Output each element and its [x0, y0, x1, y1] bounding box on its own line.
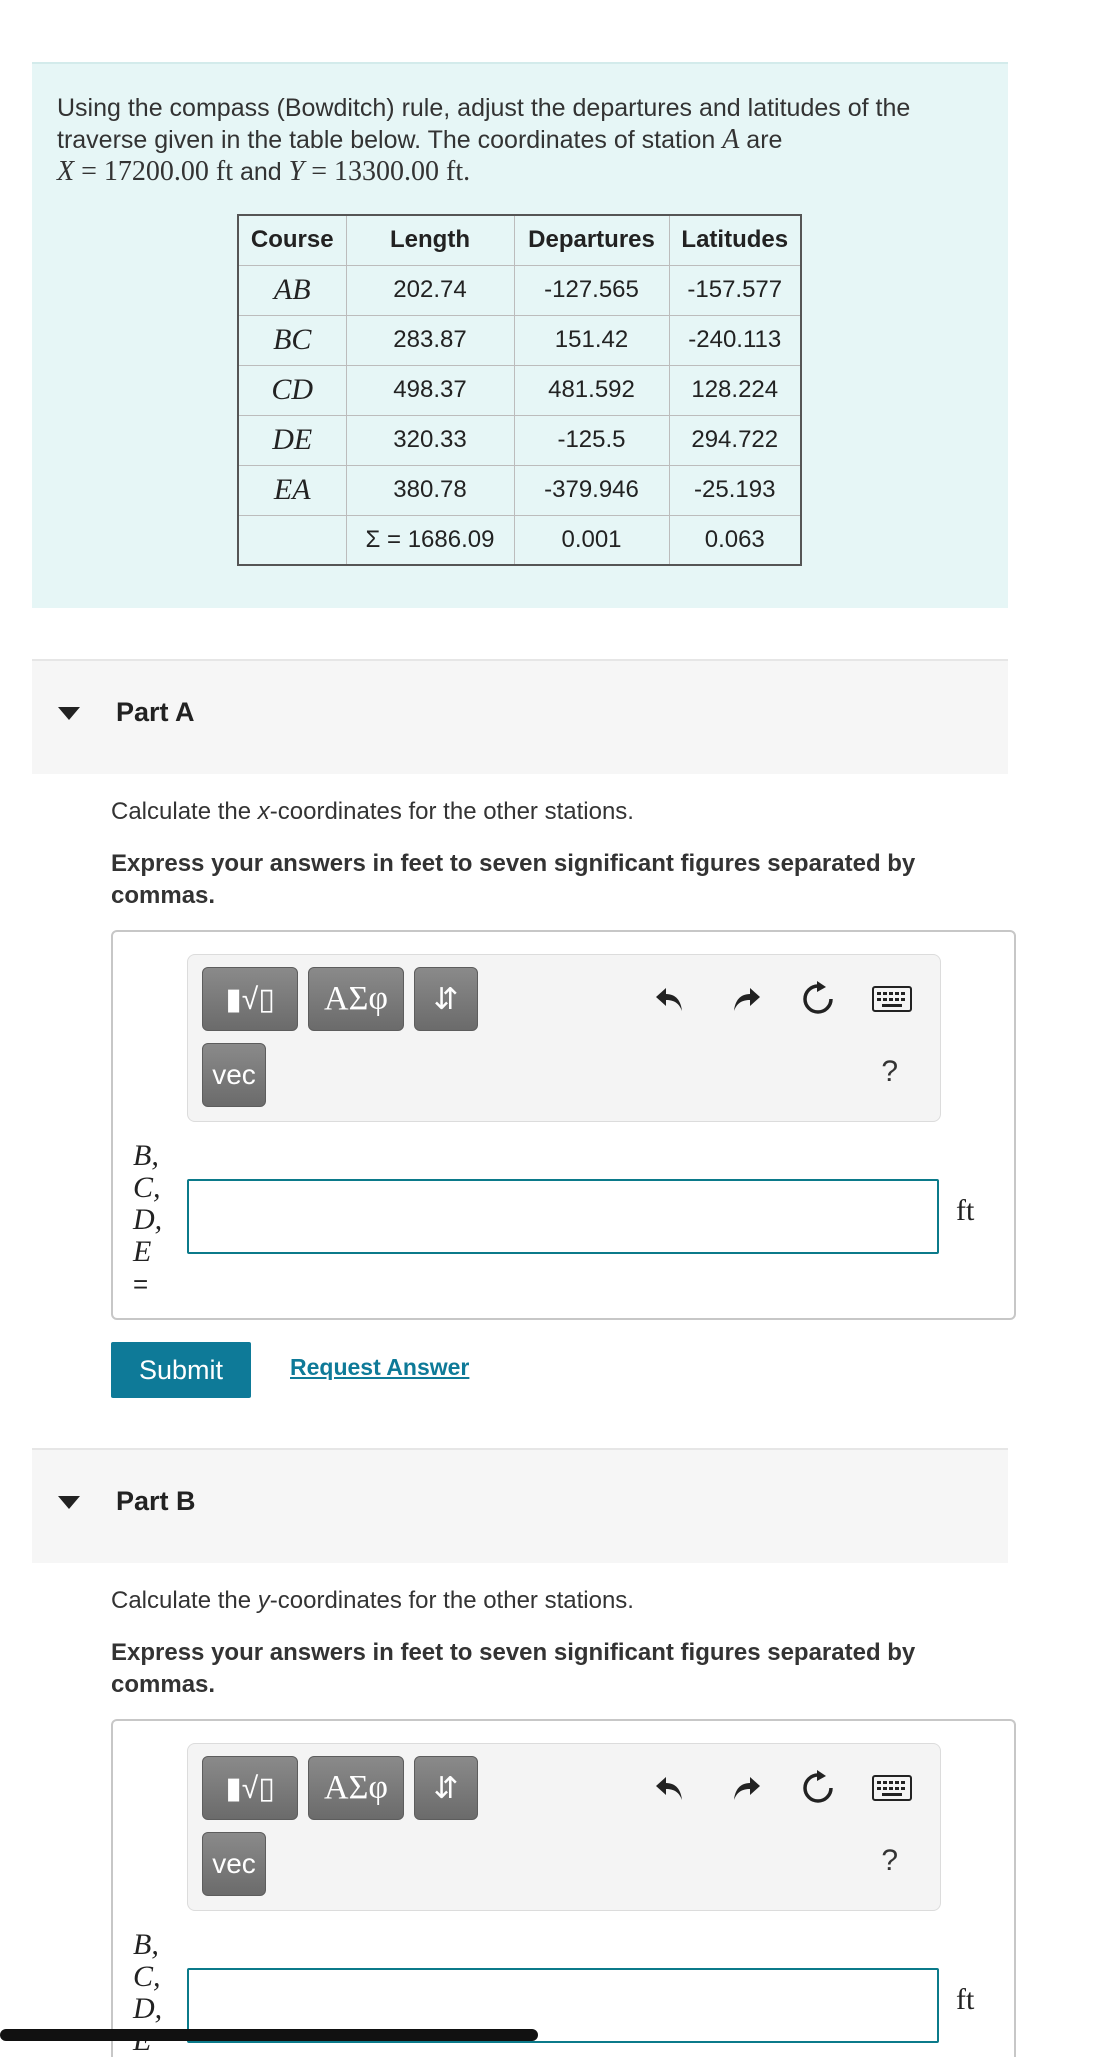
math-toolbar — [187, 954, 941, 1122]
part-a-header[interactable] — [32, 659, 1008, 774]
undo-icon[interactable] — [650, 979, 690, 1019]
templates-button[interactable]: ▮√▯ — [202, 967, 298, 1031]
table-sum-row: Σ = 1686.09 0.001 0.063 — [238, 515, 801, 565]
problem-statement: Using the compass (Bowditch) rule, adjust the departures and latitudes of the traverse given in the table below. The coordinates of station A are X = 17200.00 ft and Y = 13300.00 ft. — [57, 94, 911, 187]
part-b-header[interactable] — [32, 1448, 1008, 1563]
part-b-answer-box — [111, 1719, 1016, 2057]
table-row: DE 320.33 -125.5 294.722 — [238, 415, 801, 465]
problem-intro-panel — [32, 62, 1008, 608]
keyboard-icon[interactable] — [870, 1768, 914, 1808]
reset-icon[interactable] — [798, 979, 838, 1019]
part-a-unit: ft — [956, 1194, 975, 1227]
table-row: CD 498.37 481.592 128.224 — [238, 365, 801, 415]
vec-button[interactable]: vec — [202, 1832, 266, 1896]
arrows-button[interactable]: ⇵ — [414, 967, 478, 1031]
table-row: AB 202.74 -127.565 -157.577 — [238, 265, 801, 315]
greek-symbols-button[interactable]: ΑΣφ — [308, 967, 404, 1031]
reset-icon[interactable] — [798, 1768, 838, 1808]
request-answer-link[interactable]: Request Answer — [290, 1354, 470, 1380]
collapse-triangle-icon[interactable] — [58, 1496, 80, 1509]
vec-button[interactable]: vec — [202, 1043, 266, 1107]
table-row: BC 283.87 151.42 -240.113 — [238, 315, 801, 365]
table-row: EA 380.78 -379.946 -25.193 — [238, 465, 801, 515]
redo-icon[interactable] — [726, 979, 766, 1019]
redo-icon[interactable] — [726, 1768, 766, 1808]
part-b-format-note: Express your answers in feet to seven significant figures separated by commas. — [111, 1639, 916, 1698]
traverse-table — [237, 214, 802, 566]
part-b-unit: ft — [956, 1983, 975, 2016]
part-a-answer-input[interactable] — [187, 1179, 939, 1254]
collapse-triangle-icon[interactable] — [58, 707, 80, 720]
part-b-title: Part B — [116, 1486, 196, 1516]
math-toolbar — [187, 1743, 941, 1911]
x-coordinate-value: = 17200.00 ft — [74, 156, 234, 187]
horizontal-scrollbar[interactable] — [0, 2029, 538, 2041]
station-a-label: A — [722, 124, 740, 155]
part-a-answer-box — [111, 930, 1016, 1320]
templates-button[interactable]: ▮√▯ — [202, 1756, 298, 1820]
undo-icon[interactable] — [650, 1768, 690, 1808]
arrows-button[interactable]: ⇵ — [414, 1756, 478, 1820]
part-a-format-note: Express your answers in feet to seven significant figures separated by commas. — [111, 850, 916, 909]
header-length: Length — [346, 215, 514, 265]
part-a-variable-label: B, C, D, E = — [133, 1139, 163, 1299]
help-button[interactable]: ? — [881, 1844, 898, 1877]
part-b-variable-label: B, C, D, — [133, 1928, 163, 2025]
greek-symbols-button[interactable]: ΑΣφ — [308, 1756, 404, 1820]
submit-button[interactable]: Submit — [111, 1342, 251, 1398]
header-course: Course — [238, 215, 346, 265]
header-latitudes: Latitudes — [669, 215, 801, 265]
part-a-title: Part A — [116, 697, 195, 727]
part-b-instruction: Calculate the y-coordinates for the other stations. — [111, 1587, 634, 1614]
part-a-instruction: Calculate the x-coordinates for the other stations. — [111, 798, 634, 825]
table-header-row — [238, 215, 801, 265]
y-coordinate-value: = 13300.00 ft. — [304, 156, 471, 187]
keyboard-icon[interactable] — [870, 979, 914, 1019]
header-departures: Departures — [514, 215, 669, 265]
help-button[interactable]: ? — [881, 1055, 898, 1088]
